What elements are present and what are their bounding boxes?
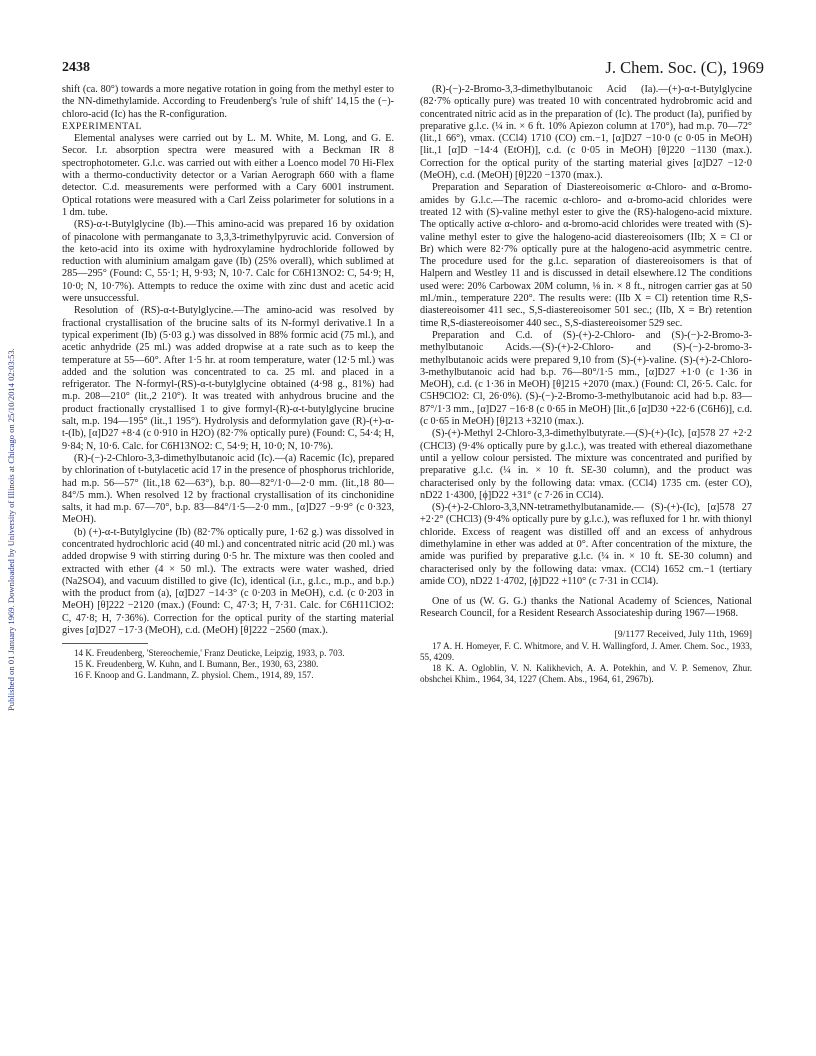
footnote: 18 K. A. Ogloblin, V. N. Kalikhevich, A. A. Potekhin, and V. P. Semenov, Zhur. obshchei Khim., 1964, 34, 1227 (Chem. Abs., 1964, 61, 2967b). (420, 663, 752, 685)
right-column (420, 84, 752, 685)
footnote: 15 K. Freudenberg, W. Kuhn, and I. Bumann, Ber., 1930, 63, 2380. (74, 659, 319, 670)
acknowledgement-paragraph: One of us (W. G. G.) thanks the National Academy of Sciences, National Research Council, for a Resident Research Associateship during 1967—1968. (420, 596, 752, 620)
spacer (420, 588, 752, 596)
amide-paragraph: (S)-(+)-2-Chloro-3,3,NN-tetramethylbutanamide.— (S)-(+)-(Ic), [α]578 27 +2·2° (CHCl3) (9·4% optically pure by g.l.c.), was refluxed for 1 hr. with thionyl chloride. Excess of reagent was distilled off and an excess of anhydrous dimethylamine in ether was added at 0°. After concentration of the mixture, the amide was purified by preparative g.l.c. (¼ in. × 10 ft. SE-30 column) and characterised only by the following data: νmax. (CCl4) 1652 cm.−1 (tertiary amide CO), nD22 1·4702, [ϕ]D22 +110° (c 7·31 in CCl4). (420, 502, 752, 587)
resolution-paragraph: Resolution of (RS)-α-t-Butylglycine.—The amino-acid was resolved by fractional crystallisation of the brucine salts of its N-formyl derivative.1 In a typical experiment (Ib) (5·03 g.) was dissolved in 88% formic acid (75 ml.), and acetic anhydride (25 ml.) was added dropwise at a rate such as to keep the temperature at 55—60°. After 1·5 hr. at room temperature, water (12·5 ml.) was added and the solution was concentrated to ca. 25 ml. and placed in a refrigerator. The N-formyl-(RS)-α-t-butylglycine obtained (4·98 g., 81%) had m.p. 208—210° (lit.,2 210°). It was treated with anhydrous brucine and the product fractionally crystallised 1 to give formyl-(R)-α-t-butylglycine brucine salt, m.p. 194—195° (lit.,1 195°). Hydrolysis and deformylation gave (R)-(+)-α-t-(Ib), [α]D27 +8·4 (c 0·910 in H2O) (82·7% optically pure) (Found: C, 54·4; H, 9·84; N, 10·6. Calc. for C6H13NO2: C, 54·9; H, 10·0; N, 10·7%). (62, 305, 394, 452)
intro-paragraph: shift (ca. 80°) towards a more negative rotation in going from the methyl ester to the NN-dimethylamide. According to Freudenberg's 'rule of shift' 14,15 the (−)-chloro-acid (Ic) has the R-configuration. (62, 84, 394, 120)
received-date: [9/1177 Received, July 11th, 1969] (614, 628, 752, 640)
part-b-paragraph: (b) (+)-α-t-Butylglycine (Ib) (82·7% optically pure, 1·62 g.) was dissolved in concentrated hydrochloric acid (40 ml.) and concentrated nitric acid (20 ml.) was added dropwise 9 with stirring during 0·5 hr. The mixture was then cooled and extracted with ether (4 × 50 ml.). The extracts were water washed, dried (Na2SO4), and vacuum distilled to give (Ic), identical (i.r., g.l.c., m.p., and b.p.) with the product from (a), [α]D27 −14·3° (c 0·203 in MeOH), c.d. (c 0·203 in MeOH) [θ]222 −2120 (max.) (Found: C, 47·3; H, 7·31. Calc. for C6H11ClO2: C, 47·8; H, 7·36%). Correction for the optical purity of the starting material gives [α]D27 −17·3 (MeOH), c.d. (MeOH) [θ]222 −2560 (max.). (62, 526, 394, 637)
butylglycine-paragraph: (RS)-α-t-Butylglycine (Ib).—This amino-acid was prepared 16 by oxidation of pinacolone with permanganate to 3,3,3-trimethylpyruvic acid. Conversion of the keto-acid into its oxime with hydroxylamine hydrochloride followed by reduction with aluminium amalgam gave (Ib) (25% overall), which sublimed at 285—295° (Found: C, 55·1; H, 9·93; N, 10·7. Calc for C6H13NO2: C, 54·9; H, 10·0; N, 10·7%). Attempts to reduce the oxime with zinc dust and acetic acid were unsuccessful. (62, 219, 394, 305)
download-notice-sidebar: Published on 01 January 1969. Downloaded by University of Illinois at Chicago on 25/10/2014 02:03:53. (6, 348, 16, 712)
footnote: 16 F. Knoop and G. Landmann, Z. physiol. Chem., 1914, 89, 157. (74, 670, 314, 681)
methyl-ester-paragraph: (S)-(+)-Methyl 2-Chloro-3,3-dimethylbutyrate.—(S)-(+)-(Ic), [α]578 27 +2·2 (CHCl3) (9·4% optically pure by g.l.c.), was treated with ethereal diazomethane until a yellow colour persisted. The mixture was concentrated and purified by preparative g.l.c. (¼ in. × 10 ft. SE-30 column), and the product was characterised only by the following data: νmax. (CCl4) 1735 cm. (ester CO), nD22 1·4300, [ϕ]D22 +31° (c 7·26 in CCl4). (420, 428, 752, 501)
separation-paragraph: Preparation and Separation of Diastereoisomeric α-Chloro- and α-Bromo-amides by G.l.c.—The racemic α-chloro- and α-bromo-acid chlorides were treated 12 with (S)-valine methyl ester to give the (RS)-halogeno-acid mixture. The optically active α-chloro- and α-bromo-acid chlorides were treated with (S)-valine methyl ester to give the halogeno-acid diastereoisomers (IIb; X = Cl or Br) which were 82·7% optically pure at the halogeno-acid asymmetric centre. The procedure used for the g.l.c. separation of diastereoisomers is that of Halpern and Westley 11 and is discussed in detail elsewhere.12 The conditions used were: 20% Carbowax 20M column, ⅛ in. × 8 ft., nitrogen carrier gas at 50 ml./min., temperature 220°. The results were: (IIb X = Cl) retention time R,S-diastereoisomer 411 sec., S,S-diastereoisomer 501 sec.; (IIb, X = Br) retention time R,S-diastereoisomer 440 sec., S,S-diastereoisomer 529 sec. (420, 182, 752, 329)
journal-header: J. Chem. Soc. (C), 1969 (605, 58, 764, 77)
elemental-paragraph: Elemental analyses were carried out by L. M. White, M. Long, and G. E. Secor. I.r. absorption spectra were measured with a Beckman IR 8 spectrophotometer. G.l.c. was carried out with either a Loenco model 70 Hi-Flex with a thermo-conductivity detector or a Varian Aerograph 660 with a flame detector. C.d. measurements were performed with a Cary 6001 instrument. Optical rotations were measured with a Carl Zeiss polarimeter for solutions in a 1 dm. tube. (62, 133, 394, 218)
bromo-acid-paragraph: (R)-(−)-2-Bromo-3,3-dimethylbutanoic Acid (Ia).—(+)-α-t-Butylglycine (82·7% optically pure) was treated 10 with concentrated hydrobromic acid and concentrated nitric acid as in the preparation of (Ic). The product (Ia), purified by preparative g.l.c. (¼ in. × 6 ft. 10% Apiezon column at 170°), had m.p. 70—72° (lit.,1 66°), νmax. (CCl4) 1710 (CO) cm.−1, [α]D27 −10·0 (c 0·05 in MeOH) [lit.,1 [α]D −14·4 (EtOH)], c.d. (c 0·05 in MeOH) [θ]220 −1130 (max.). Correction for the optical purity of the starting material gives [α]D27 −12·0 (MeOH), c.d. (MeOH) [θ]220 −1370 (max.). (420, 84, 752, 182)
footnote: 17 A. H. Homeyer, F. C. Whitmore, and V. H. Wallingford, J. Amer. Chem. Soc., 1933, 55, 4209. (420, 641, 752, 663)
page-number: 2438 (62, 60, 90, 75)
experimental-heading: EXPERIMENTAL (62, 120, 142, 132)
cd-paragraph: Preparation and C.d. of (S)-(+)-2-Chloro- and (S)-(−)-2-Bromo-3-methylbutanoic Acids.—(S)-(+)-2-Chloro- and (S)-(−)-2-bromo-3-methylbutanoic acids were prepared 9,10 from (S)-(+)-valine. (S)-(+)-2-Chloro-3-methylbutanoic acid had b.p. 76—80°/1·5 mm., [α]D27 +1·0 (c 1·36 in MeOH), c.d. (c 1·36 in MeOH) [θ]215 +2070 (max.) (Found: Cl, 26·5. Calc. for C5H9ClO2: Cl, 26·0%). (S)-(−)-2-Bromo-3-methylbutanoic acid had b.p. 83—87°/1·3 mm., [α]D27 −16·8 (c 0·65 in MeOH) [lit.,6 [α]D30 +22·6 (C6H6)], c.d. (c 0·65 in MeOH) [θ]213 +3210 (max.). (420, 329, 752, 428)
footnote-rule (62, 643, 148, 644)
footnote: 14 K. Freudenberg, 'Stereochemie,' Franz Deuticke, Leipzig, 1933, p. 703. (74, 648, 345, 659)
chloro-acid-paragraph: (R)-(−)-2-Chloro-3,3-dimethylbutanoic acid (Ic).—(a) Racemic (Ic), prepared by chlorination of t-butylacetic acid 17 in the presence of phosphorus trichloride, had m.p. 56—57° (lit.,18 62—63°), b.p. 80—82°/1·0—2·0 mm. (lit.,18 80—84°/5 mm.). When resolved 12 by fractional crystallisation of its cinchonidine salts, it had m.p. 67—70°, b.p. 83—84°/1·5—2·0 mm., [α]D27 −9·9° (c 0·323, MeOH). (62, 452, 394, 526)
left-column (62, 84, 394, 681)
